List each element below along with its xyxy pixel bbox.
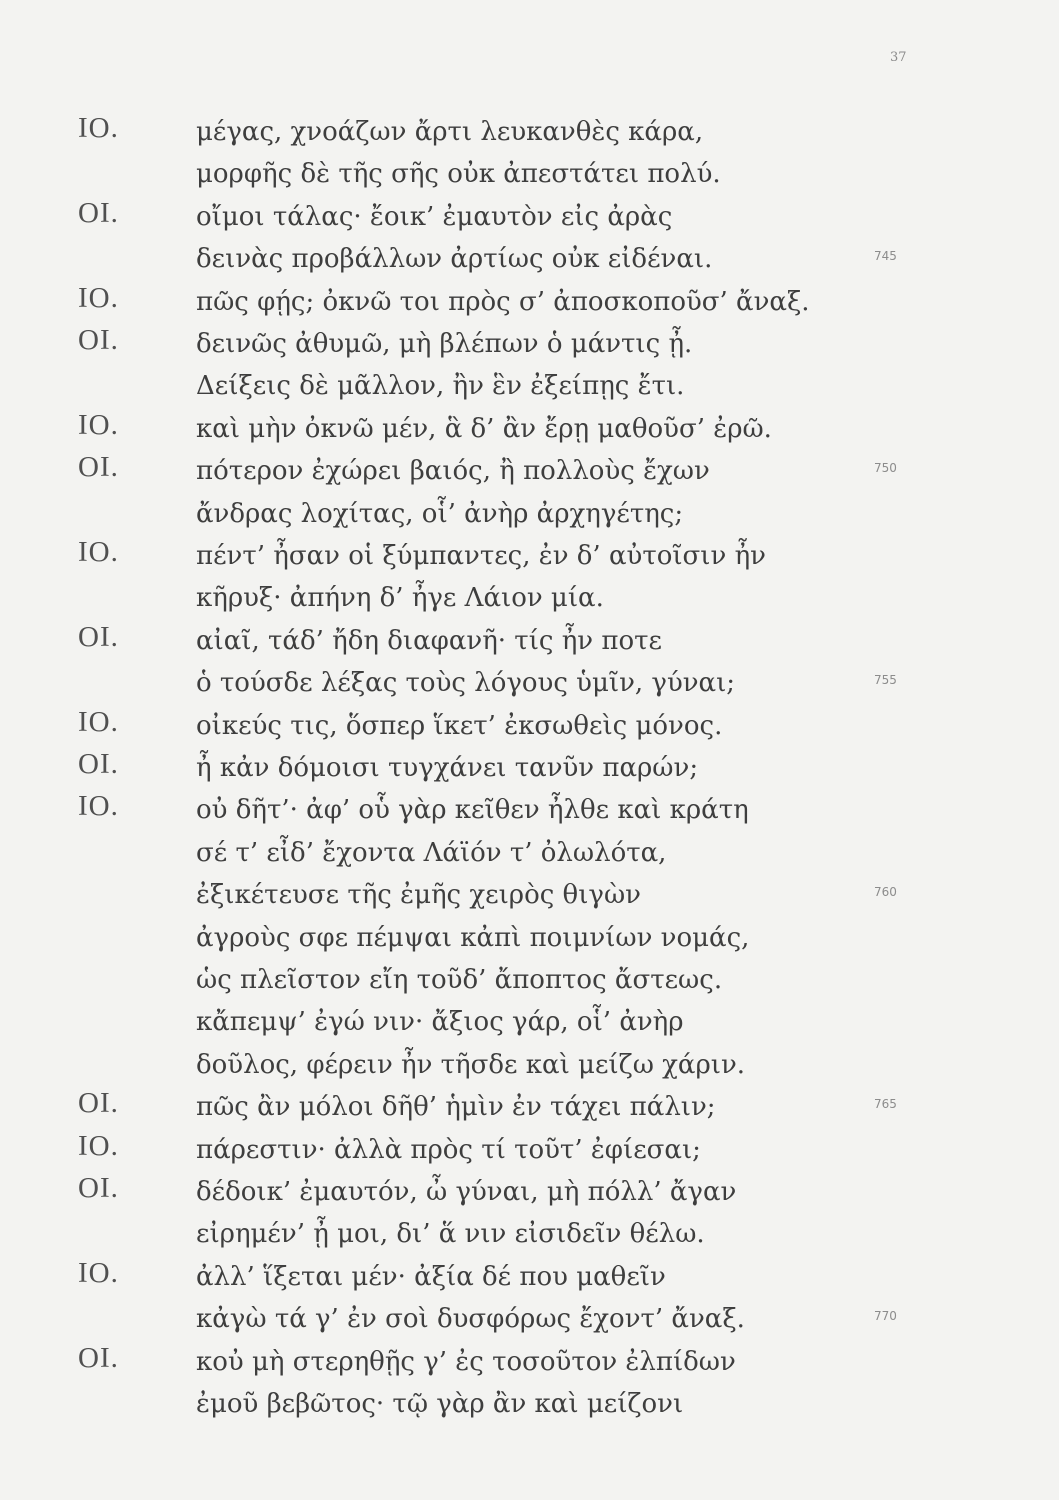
verse-line (0, 790, 1059, 830)
verse-text: οἰκεύς τις, ὅσπερ ἵκετ’ ἐκσωθεὶς μόνος. (196, 710, 723, 741)
verse-line (0, 875, 1059, 915)
verse-line (0, 409, 1059, 449)
verse-text: ἀλλ’ ἵξεται μέν· ἀξία δέ που μαθεῖν (196, 1261, 666, 1292)
line-number: 755 (874, 673, 897, 688)
verse-line (0, 154, 1059, 194)
verse-line (0, 197, 1059, 237)
verse-line (0, 1384, 1059, 1424)
verse-line (0, 748, 1059, 788)
verse-text: οὐ δῆτ’· ἀφ’ οὗ γὰρ κεῖθεν ἦλθε καὶ κράτη (196, 795, 749, 826)
verse-line (0, 494, 1059, 534)
verse-text: ἦ κἀν δόμοισι τυγχάνει τανῦν παρών; (196, 753, 699, 783)
line-number: 765 (874, 1097, 897, 1112)
verse-text: πάρεστιν· ἀλλὰ πρὸς τί τοῦτ’ ἐφίεσαι; (196, 1134, 701, 1165)
verse-text: καὶ μὴν ὀκνῶ μέν, ἃ δ’ ἂν ἔρῃ μαθοῦσ’ ἐρῶ. (196, 413, 772, 444)
verse-text: μέγας, χνοάζων ἄρτι λευκανθὲς κάρα, (196, 117, 704, 147)
verse-text: αἰαῖ, τάδ’ ἤδη διαφανῆ· τίς ἦν ποτε (196, 625, 662, 656)
verse-line (0, 451, 1059, 491)
verse-text: εἰρημέν’ ᾖ μοι, δι’ ἅ νιν εἰσιδεῖν θέλω. (196, 1219, 705, 1250)
verse-text: Δείξεις δὲ μᾶλλον, ἢν ἓν ἐξείπῃς ἔτι. (196, 371, 685, 402)
verse-text: ἀγροὺς σφε πέμψαι κἀπὶ ποιμνίων νομάς, (196, 922, 750, 953)
verse-text: κῆρυξ· ἀπήνη δ’ ἦγε Λάιον μία. (196, 583, 604, 614)
verse-text: ἐμοῦ βεβῶτος· τῷ γὰρ ἂν καὶ μείζονι (196, 1389, 684, 1419)
speaker-label: ΟΙ. (78, 748, 119, 780)
verse-text: κοὐ μὴ στερηθῇς γ’ ἐς τοσοῦτον ἐλπίδων (196, 1346, 736, 1377)
verse-line (0, 1257, 1059, 1297)
verse-text: μορφῆς δὲ τῆς σῆς οὐκ ἀπεστάτει πολύ. (196, 159, 721, 190)
line-number: 745 (874, 249, 897, 264)
verse-line (0, 282, 1059, 322)
verse-text: δοῦλος, φέρειν ἦν τῆσδε καὶ μείζω χάριν. (196, 1049, 746, 1080)
verse-text: πῶς ἂν μόλοι δῆθ’ ἡμὶν ἐν τάχει πάλιν; (196, 1092, 716, 1123)
verse-line (0, 578, 1059, 618)
verse-line (0, 239, 1059, 279)
speaker-label: ΙΟ. (78, 790, 119, 823)
verse-line (0, 536, 1059, 576)
verse-line (0, 960, 1059, 1000)
verse-line (0, 1087, 1059, 1127)
verse-text: ὁ τούσδε λέξας τοὺς λόγους ὑμῖν, γύναι; (196, 668, 736, 699)
verse-text: δεινῶς ἀθυμῶ, μὴ βλέπων ὁ μάντις ᾖ. (196, 329, 693, 359)
line-number: 750 (874, 461, 897, 476)
verse-line (0, 1172, 1059, 1212)
line-number: 770 (874, 1309, 897, 1324)
verse-line (0, 663, 1059, 703)
line-number: 760 (874, 885, 897, 900)
verse-text: ἄνδρας λοχίτας, οἷ’ ἀνὴρ ἀρχηγέτης; (196, 498, 684, 529)
speaker-label: ΟΙ. (78, 620, 119, 653)
verse-text: δέδοικ’ ἐμαυτόν, ὦ γύναι, μὴ πόλλ’ ἄγαν (196, 1177, 737, 1207)
verse-text: δεινὰς προβάλλων ἀρτίως οὐκ εἰδέναι. (196, 244, 713, 275)
speaker-label: ΙΟ. (78, 408, 119, 441)
speaker-label: ΙΟ. (78, 112, 119, 144)
speaker-label: ΙΟ. (78, 536, 119, 568)
speaker-label: ΟΙ. (78, 324, 119, 356)
verse-text: κἀγὼ τά γ’ ἐν σοὶ δυσφόρως ἔχοντ’ ἄναξ. (196, 1304, 745, 1335)
verse-text: κἄπεμψ’ ἐγώ νιν· ἄξιος γάρ, οἷ’ ἀνὴρ (196, 1007, 684, 1038)
speaker-label: ΙΟ. (78, 705, 119, 738)
verse-text: πῶς φῄς; ὀκνῶ τοι πρὸς σ’ ἀποσκοποῦσ’ ἄναξ. (196, 286, 810, 317)
verse-line (0, 324, 1059, 364)
speaker-label: ΟΙ. (78, 1087, 119, 1120)
verse-line (0, 366, 1059, 406)
verse-text: σέ τ’ εἶδ’ ἔχοντα Λάϊόν τ’ ὀλωλότα, (196, 837, 667, 868)
verse-line (0, 1130, 1059, 1170)
verse-line (0, 1214, 1059, 1254)
verse-line (0, 1002, 1059, 1042)
speaker-label: ΙΟ. (78, 281, 119, 314)
verse-line (0, 621, 1059, 661)
speaker-label: ΟΙ. (78, 1172, 119, 1204)
speaker-label: ΟΙ. (78, 1341, 119, 1374)
verse-text: πέντ’ ἦσαν οἱ ξύμπαντες, ἐν δ’ αὐτοῖσιν ἦν (196, 541, 766, 571)
verse-line (0, 1299, 1059, 1339)
verse-text: ἐξικέτευσε τῆς ἐμῆς χειρὸς θιγὼν (196, 880, 641, 911)
speaker-label: ΟΙ. (78, 451, 119, 484)
verse-line (0, 112, 1059, 152)
verse-line (0, 706, 1059, 746)
verse-line (0, 1342, 1059, 1382)
verse-text: πότερον ἐχώρει βαιός, ἢ πολλοὺς ἔχων (196, 456, 710, 487)
page-number: 37 (890, 50, 907, 65)
verse-line (0, 1045, 1059, 1085)
speaker-label: ΙΟ. (78, 1256, 119, 1289)
speaker-label: ΙΟ. (78, 1129, 119, 1162)
verse-text: οἴμοι τάλας· ἔοικ’ ἐμαυτὸν εἰς ἀρὰς (196, 201, 673, 232)
verse-text: ὡς πλεῖστον εἴη τοῦδ’ ἄποπτος ἄστεως. (196, 965, 723, 995)
verse-line (0, 833, 1059, 873)
verse-line (0, 918, 1059, 958)
speaker-label: ΟΙ. (78, 196, 119, 229)
